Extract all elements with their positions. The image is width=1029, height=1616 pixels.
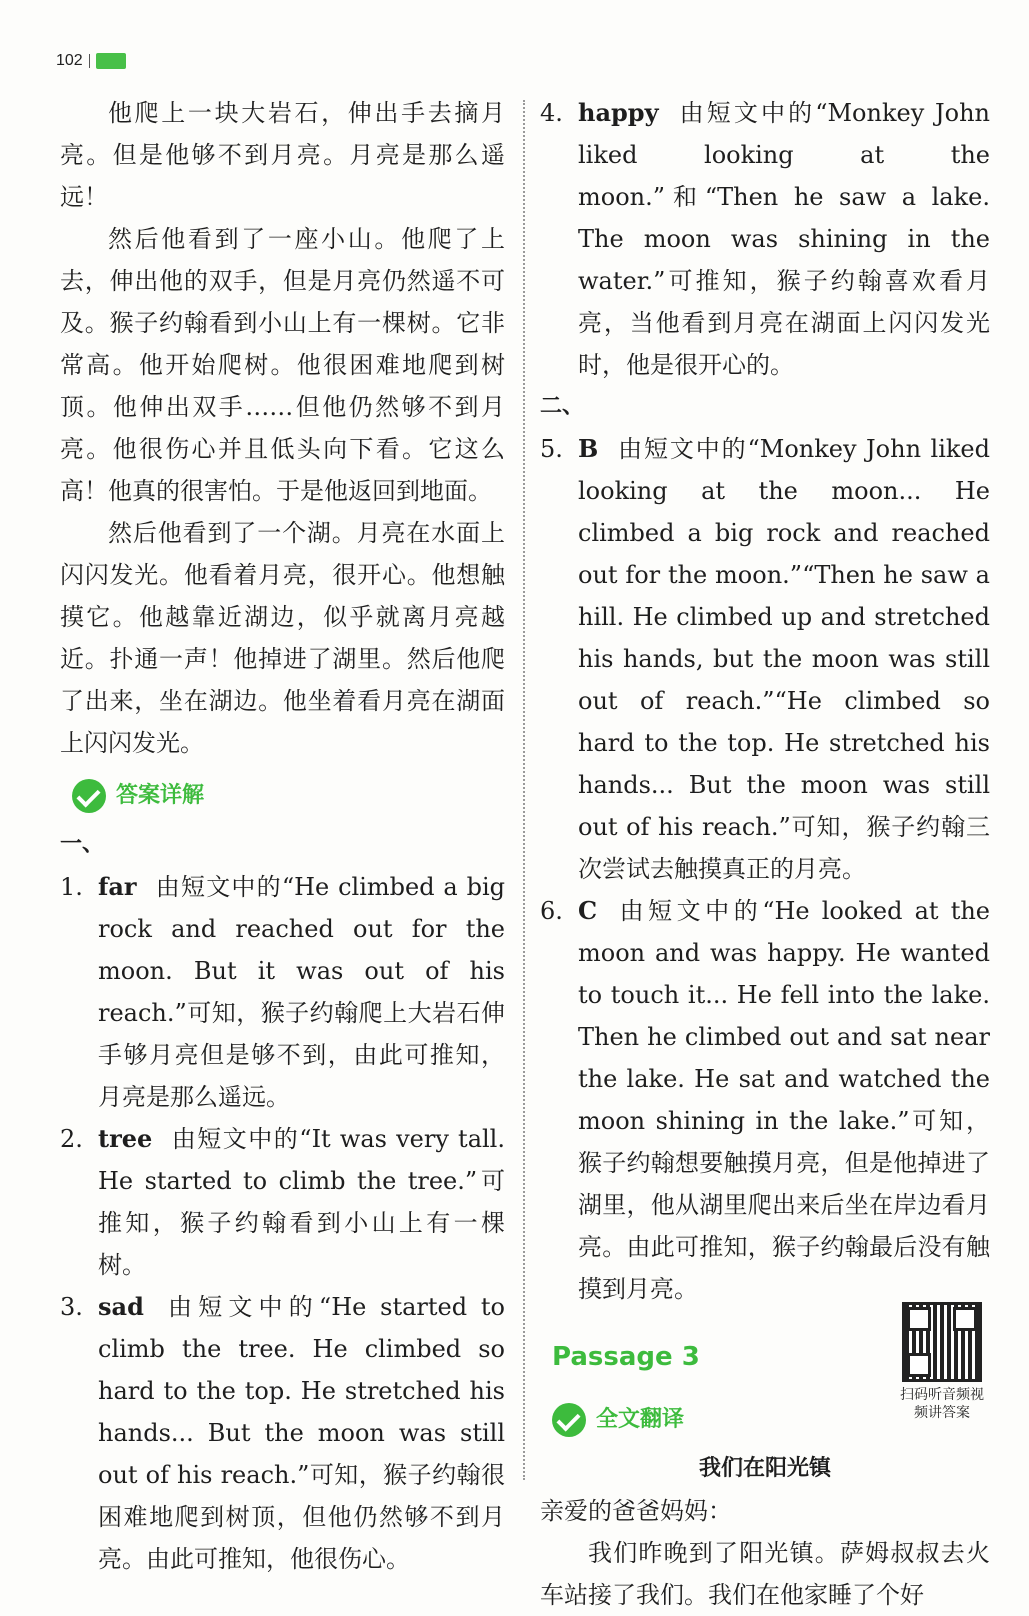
- answer-item: [540, 428, 990, 890]
- item-number: 3.: [60, 1293, 83, 1321]
- page-number-text: 102: [56, 52, 83, 69]
- item-body: [578, 890, 990, 1310]
- salutation: 亲爱的爸爸妈妈：: [540, 1497, 732, 1525]
- paragraph: 然后他看到了一个湖。月亮在水面上闪闪发光。他看着月亮，很开心。他想触摸它。他越靠近湖边，似乎就离月亮越近。扑通一声！他掉进了湖里。然后他爬了出来，坐在湖边。他坐着看月亮在湖面上闪闪发光。: [60, 519, 505, 757]
- qr-label: 扫码听音频视频讲答案: [900, 1387, 984, 1421]
- item-answer: C: [578, 896, 598, 925]
- item-body: [98, 866, 505, 1118]
- item-answer: sad: [98, 1292, 144, 1321]
- check-icon: [72, 779, 106, 813]
- item-explanation: 由短文中的“He started to climb the tree. He climbed so hard to the top. He stretched his hands... But the moon was still out of his reach.”可知，猴子约翰很困难地爬到树顶，但他仍然够不到月亮。由此可推知，他很伤心。: [98, 1293, 505, 1573]
- right-column: [540, 92, 990, 1616]
- item-body: [578, 428, 990, 890]
- section-one-label: 一、: [60, 832, 105, 857]
- item-number: 5.: [540, 435, 563, 463]
- item-number: 1.: [60, 873, 83, 901]
- item-answer: happy: [578, 98, 659, 127]
- item-number: 4.: [540, 99, 563, 127]
- item-body: [98, 1118, 505, 1286]
- left-column: [60, 92, 505, 1580]
- article-title: 我们在阳光镇: [698, 1456, 831, 1481]
- translation-heading-text: 全文翻译: [596, 1407, 685, 1432]
- item-explanation: 由短文中的“Monkey John liked looking at the moon... He climbed a big rock and reached out for the moon.”“Then he saw a hill. He climbed up and stretched his hands, but the moon was still out of reach.”“He climbed so hard to the top. He stretched his hands... But the moon was still out of his reach.”可知，猴子约翰三次尝试去触摸真正的月亮。: [578, 435, 990, 883]
- item-answer: B: [578, 434, 599, 463]
- item-explanation: 由短文中的“It was very tall. He started to climb the tree.”可推知，猴子约翰看到小山上有一棵树。: [98, 1125, 505, 1279]
- section-two-label: 二、: [540, 394, 585, 419]
- item-answer: tree: [98, 1124, 153, 1153]
- paragraph: 然后他看到了一座小山。他爬了上去，伸出他的双手，但是月亮仍然遥不可及。猴子约翰看到小山上有一棵树。它非常高。他开始爬树。他很困难地爬到树顶。他伸出双手……但他仍然够不到月亮。他很伤心并且低头向下看。它这么高！他真的很害怕。于是他返回到地面。: [60, 225, 505, 505]
- item-explanation: 由短文中的“He climbed a big rock and reached out for the moon. But it was out of his reach.”可知，猴子约翰爬上大岩石伸手够月亮但是够不到，由此可推知，月亮是那么遥远。: [98, 873, 505, 1111]
- item-body: [578, 92, 990, 386]
- item-explanation: 由短文中的“He looked at the moon and was happy. He wanted to touch it... He fell into the lake. Then he climbed out and sat near the lake. He sat and watched the moon shining in the lake.”可知，猴子约翰想要触摸月亮，但是他掉进了湖里，他从湖里爬出来后坐在岸边看月亮。由此可推知，猴子约翰最后没有触摸到月亮。: [578, 897, 990, 1303]
- page-number: [56, 52, 126, 70]
- answer-item: [540, 92, 990, 386]
- answer-heading: [72, 774, 505, 818]
- paragraph: 我们昨晚到了阳光镇。萨姆叔叔去火车站接了我们。我们在他家睡了个好: [540, 1539, 990, 1609]
- answer-item: [540, 890, 990, 1310]
- passage-title: Passage 3: [552, 1342, 700, 1372]
- answer-item: [60, 1118, 505, 1286]
- check-icon: [552, 1403, 586, 1437]
- item-explanation: 由短文中的“Monkey John liked looking at the moon.”和“Then he saw a lake. The moon was shining in the water.”可推知，猴子约翰喜欢看月亮，当他看到月亮在湖面上闪闪发光时，他是很开心的。: [578, 99, 990, 379]
- item-number: 6.: [540, 897, 563, 925]
- qr-code-icon[interactable]: [902, 1302, 982, 1382]
- section-tab-marker: [96, 53, 126, 69]
- item-answer: far: [98, 872, 137, 901]
- paragraph: 他爬上一块大岩石，伸出手去摘月亮。但是他够不到月亮。月亮是那么遥远！: [60, 99, 505, 211]
- answer-item: [60, 866, 505, 1118]
- item-number: 2.: [60, 1125, 83, 1153]
- separator: [89, 54, 90, 68]
- answer-heading-text: 答案详解: [116, 783, 205, 808]
- column-divider: [523, 100, 525, 1480]
